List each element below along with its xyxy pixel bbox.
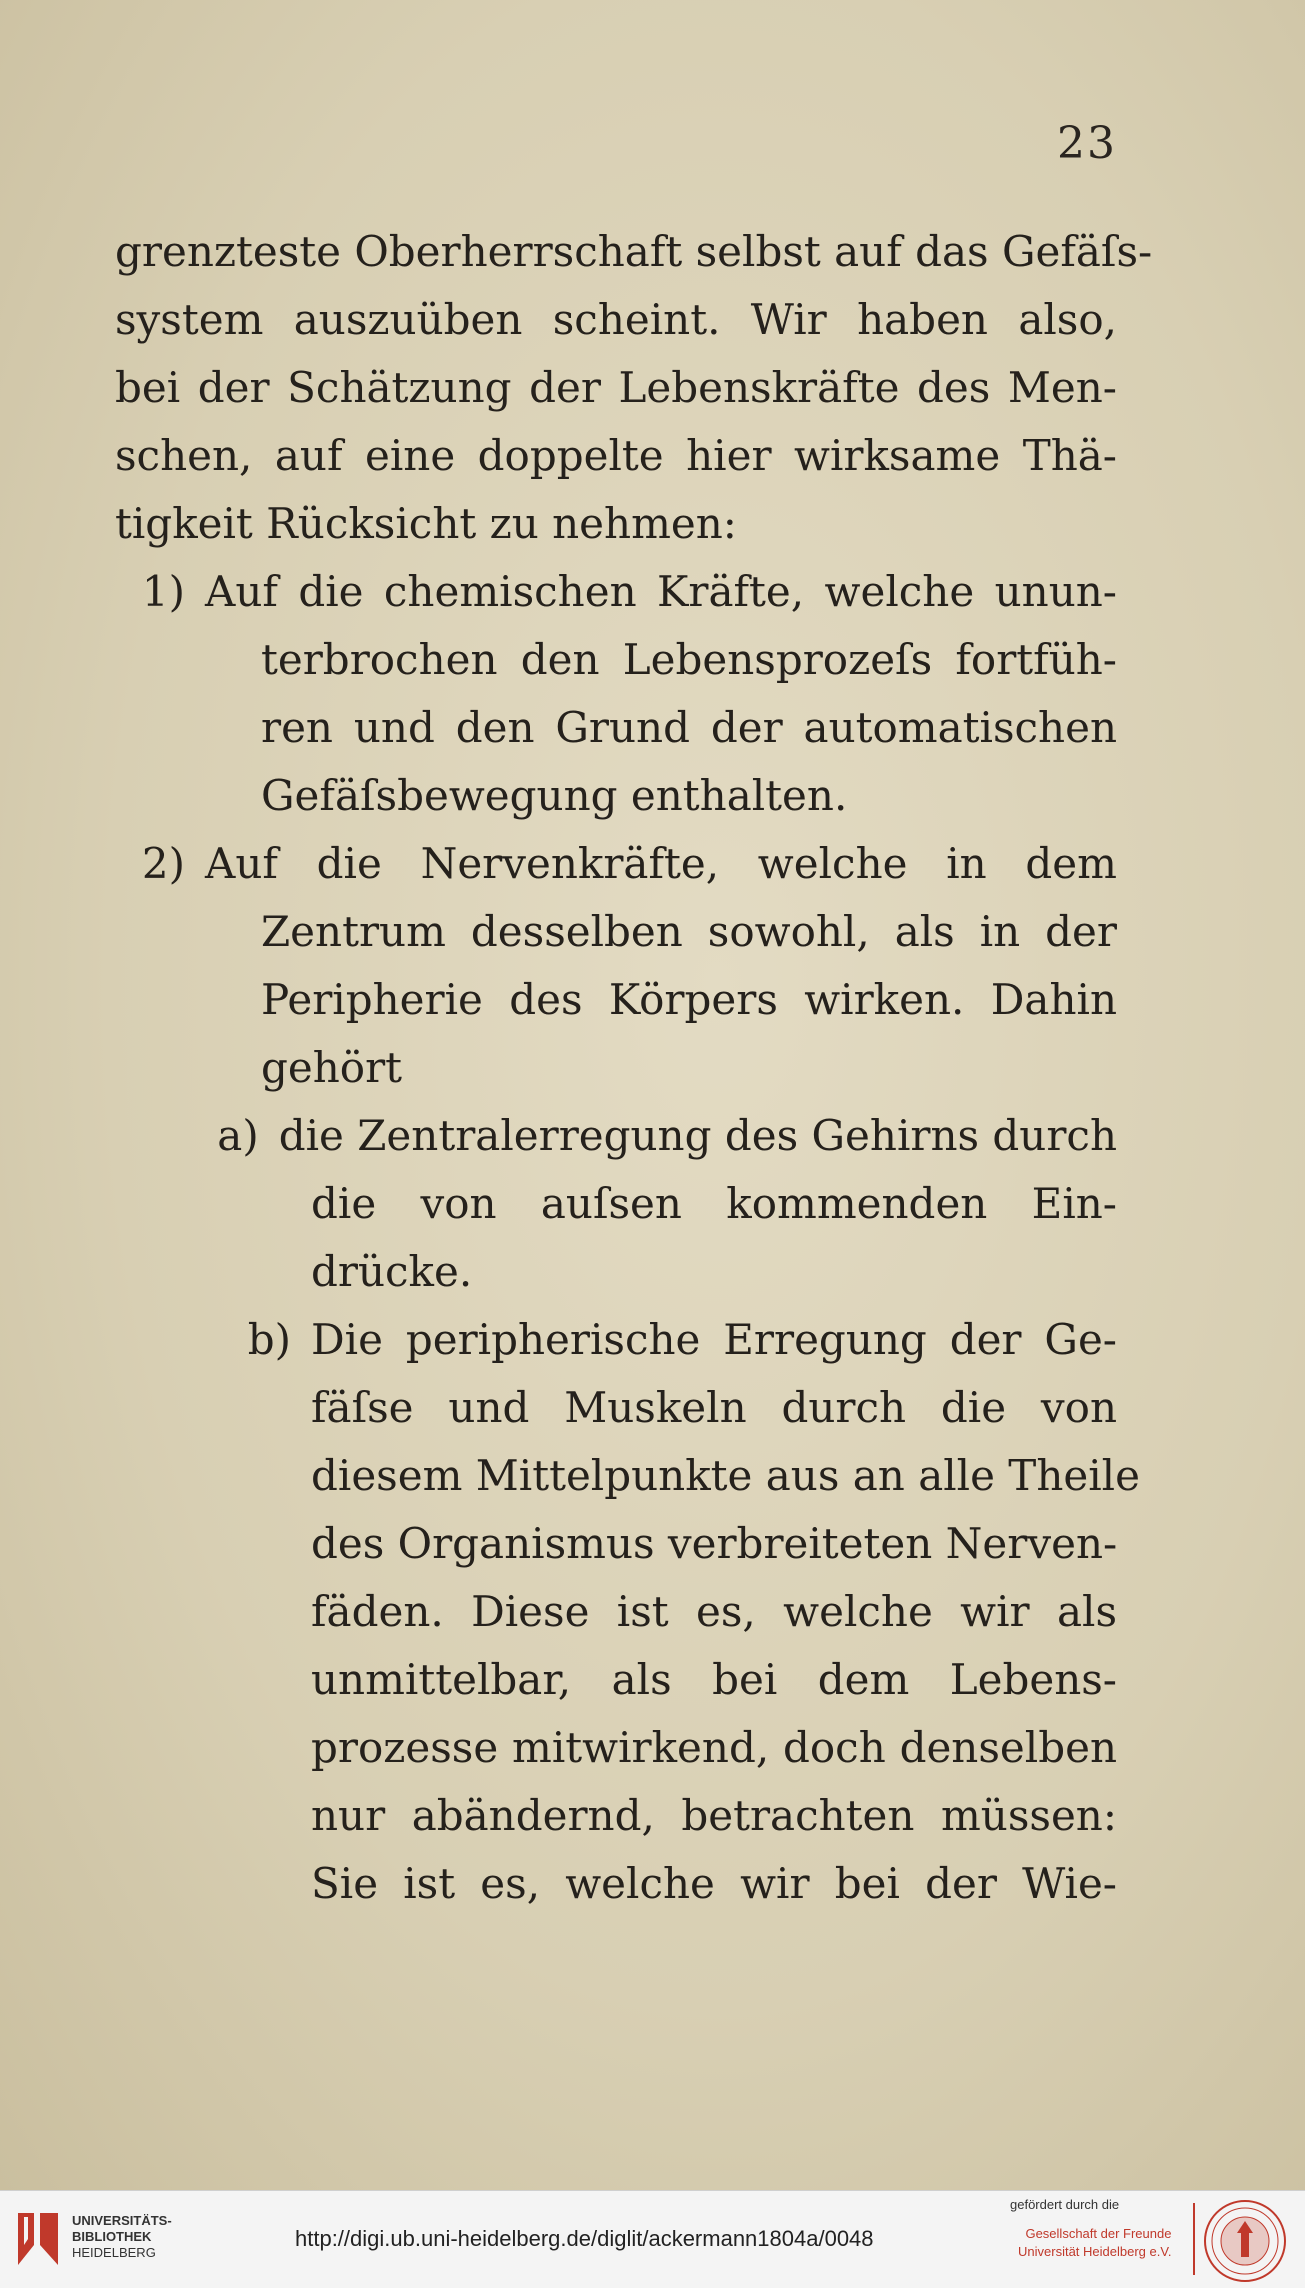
sponsor-name-line: Universität Heidelberg e.V. bbox=[1018, 2244, 1172, 2259]
text-line: Zentrum desselben sowohl, als in der bbox=[261, 907, 1117, 956]
text-line: terbrochen den Lebensprozeſs fortfüh- bbox=[261, 635, 1117, 684]
text-line: system auszuüben scheint. Wir haben also, bbox=[115, 295, 1117, 344]
text-line: prozesse mitwirkend, doch denselben bbox=[311, 1723, 1117, 1772]
text-line: Sie ist es, welche wir bei der Wie- bbox=[311, 1859, 1117, 1908]
library-name bbox=[72, 2213, 172, 2261]
body-text bbox=[115, 218, 1153, 1918]
library-logo-icon bbox=[14, 2209, 62, 2269]
university-seal-icon bbox=[1203, 2199, 1287, 2283]
list-item-2 bbox=[115, 830, 1117, 898]
permalink-url[interactable]: http://digi.ub.uni-heidelberg.de/diglit/ackermann1804a/0048 bbox=[295, 2226, 874, 2251]
list-item-number: 1) bbox=[141, 567, 185, 616]
text-line: die von auſsen kommenden Ein- bbox=[311, 1179, 1117, 1228]
text-line: die Zentralerregung des Gehirns durch bbox=[278, 1111, 1117, 1160]
text-line: drücke. bbox=[311, 1247, 473, 1296]
text-line: fäden. Diese ist es, welche wir als bbox=[311, 1587, 1117, 1636]
list-item-number: 2) bbox=[141, 839, 185, 888]
page-number: 23 bbox=[1057, 118, 1117, 169]
funded-by-label: gefördert durch die bbox=[1010, 2197, 1120, 2212]
sponsor-name-line: Gesellschaft der Freunde bbox=[1025, 2226, 1172, 2241]
list-item-letter: b) bbox=[247, 1315, 291, 1364]
text-line: fäſse und Muskeln durch die von bbox=[311, 1383, 1117, 1432]
text-line: Auf die chemischen Kräfte, welche unun- bbox=[205, 567, 1117, 616]
text-line: bei der Schätzung der Lebenskräfte des Men- bbox=[115, 363, 1117, 412]
text-line: Die peripherische Erregung der Ge- bbox=[311, 1315, 1117, 1364]
text-line: Gefäſsbewegung enthalten. bbox=[261, 771, 848, 820]
text-line: gehört bbox=[261, 1043, 403, 1092]
list-item-a bbox=[115, 1102, 1117, 1170]
list-item-1 bbox=[115, 558, 1117, 626]
text-line: des Organismus verbreiteten Nerven- bbox=[311, 1519, 1118, 1568]
text-line: diesem Mittelpunkte aus an alle Theile bbox=[311, 1451, 1140, 1500]
text-line: unmittelbar, als bei dem Lebens- bbox=[311, 1655, 1117, 1704]
library-name-line: BIBLIOTHEK bbox=[72, 2229, 152, 2244]
text-line: grenzteste Oberherrschaft selbst auf das Gefäſs- bbox=[115, 227, 1153, 276]
sponsor-name bbox=[1018, 2225, 1171, 2261]
footer-divider bbox=[1193, 2203, 1195, 2275]
text-line: schen, auf eine doppelte hier wirksame Thä- bbox=[115, 431, 1117, 480]
text-line: nur abändernd, betrachten müssen: bbox=[311, 1791, 1117, 1840]
footer-bar bbox=[0, 2190, 1305, 2288]
text-line: tigkeit Rücksicht zu nehmen: bbox=[115, 499, 737, 548]
list-item-b bbox=[115, 1306, 1117, 1374]
list-item-letter: a) bbox=[217, 1111, 259, 1160]
library-name-line: HEIDELBERG bbox=[72, 2245, 156, 2260]
text-line: Auf die Nervenkräfte, welche in dem bbox=[205, 839, 1117, 888]
text-line: Peripherie des Körpers wirken. Dahin bbox=[261, 975, 1117, 1024]
library-name-line: UNIVERSITÄTS- bbox=[72, 2213, 172, 2228]
text-line: ren und den Grund der automatischen bbox=[261, 703, 1117, 752]
